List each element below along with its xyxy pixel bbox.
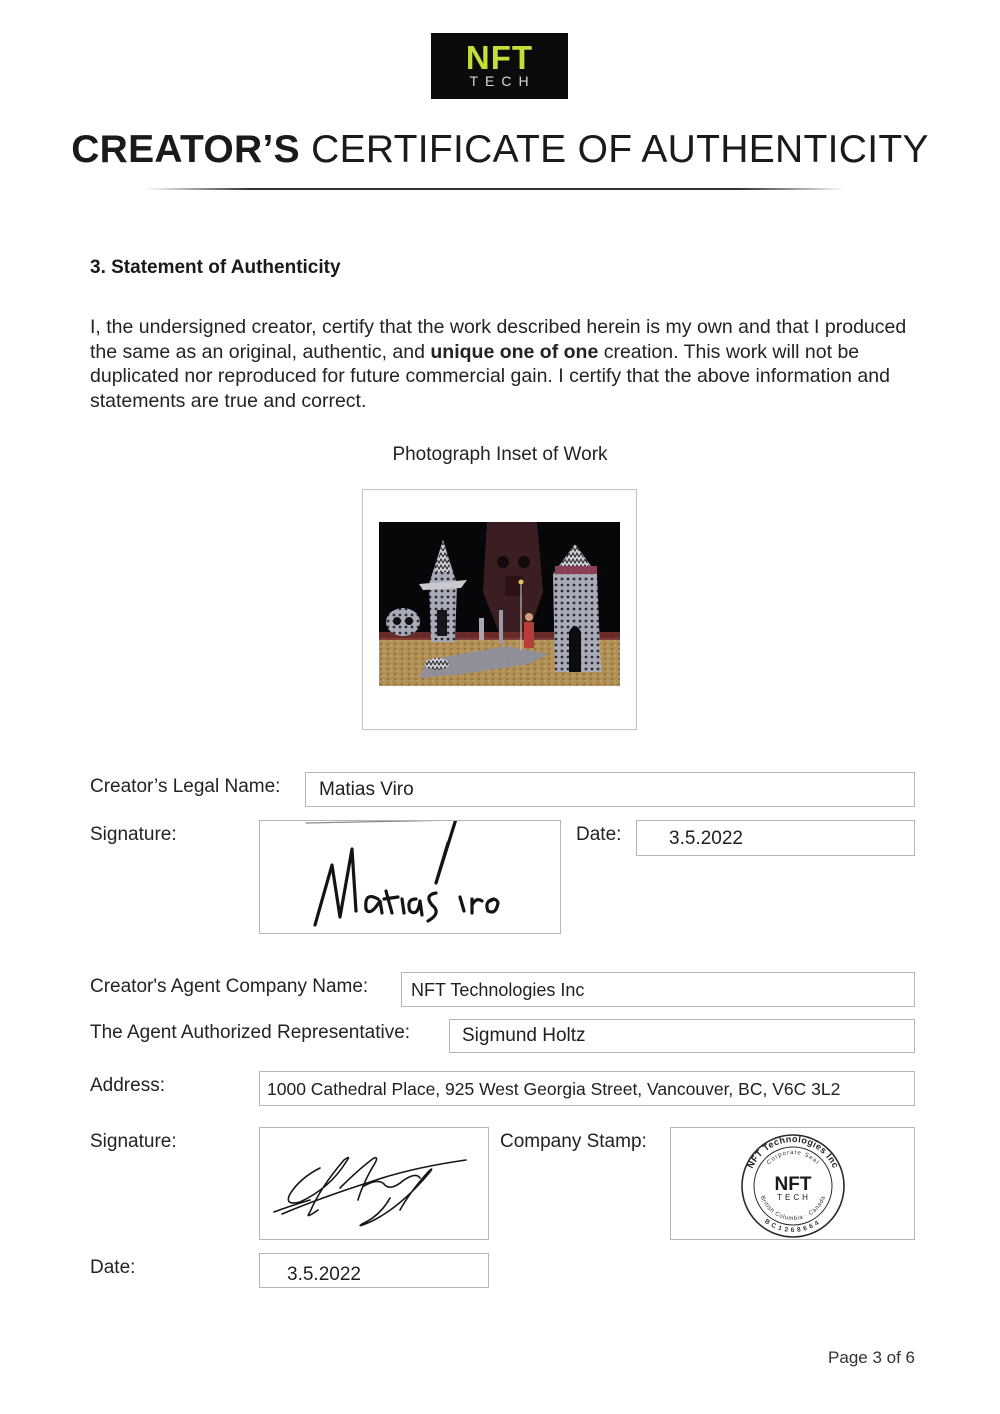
agent-rep-label: The Agent Authorized Representative: bbox=[90, 1022, 411, 1043]
title-divider bbox=[145, 188, 845, 190]
stamp-center-tech: TECH bbox=[777, 1193, 811, 1202]
page-title-rest: CERTIFICATE OF AUTHENTICITY bbox=[311, 128, 929, 171]
page-number: Page 3 of 6 bbox=[828, 1348, 915, 1367]
creator-legal-name-value: Matias Viro bbox=[319, 779, 414, 800]
page-title bbox=[0, 128, 1000, 172]
address-value: 1000 Cathedral Place, 925 West Georgia Street, Vancouver, BC, V6C 3L2 bbox=[267, 1079, 841, 1099]
agent-date-field[interactable] bbox=[259, 1253, 489, 1288]
agent-company-value: NFT Technologies Inc bbox=[411, 980, 585, 1000]
stamp-number: BC1268664 bbox=[763, 1217, 823, 1235]
agent-rep-value: Sigmund Holtz bbox=[462, 1025, 586, 1046]
creator-signature-image bbox=[260, 821, 560, 933]
creator-signature-box[interactable] bbox=[259, 820, 561, 934]
creator-date-field[interactable] bbox=[636, 820, 915, 856]
artwork-image bbox=[379, 522, 620, 686]
inset-caption: Photograph Inset of Work bbox=[392, 444, 608, 465]
statement-emphasis: unique one of one bbox=[430, 340, 599, 363]
agent-company-field[interactable] bbox=[401, 972, 915, 1007]
creator-legal-name-label: Creator’s Legal Name: bbox=[90, 776, 281, 797]
logo-tech-text: TECH bbox=[469, 73, 536, 89]
statement-paragraph bbox=[90, 315, 920, 413]
agent-date-label: Date: bbox=[90, 1257, 136, 1278]
address-field[interactable] bbox=[259, 1071, 915, 1106]
stamp-seal-text: Corporate Seal bbox=[766, 1149, 821, 1167]
creator-legal-name-field[interactable] bbox=[305, 772, 915, 807]
statement-part-1: I, the undersigned creator, certify that the work described herein is my own and that I produced the same as an original, authentic, and bbox=[90, 316, 907, 363]
company-stamp-label: Company Stamp: bbox=[500, 1131, 647, 1152]
agent-signature-label: Signature: bbox=[90, 1131, 177, 1152]
logo-nft-text: NFT bbox=[465, 39, 534, 76]
agent-rep-field[interactable] bbox=[449, 1019, 915, 1053]
address-label: Address: bbox=[90, 1075, 165, 1096]
stamp-bottom-text: British Columbia · Canada bbox=[758, 1195, 828, 1223]
creator-signature-label: Signature: bbox=[90, 824, 177, 845]
agent-date-value: 3.5.2022 bbox=[287, 1264, 361, 1285]
stamp-top-text: NFT Technologies Inc bbox=[745, 1133, 841, 1170]
creator-date-value: 3.5.2022 bbox=[669, 828, 743, 849]
creator-date-label: Date: bbox=[576, 824, 622, 845]
agent-company-label: Creator's Agent Company Name: bbox=[90, 976, 369, 997]
company-stamp-box bbox=[670, 1127, 915, 1240]
company-stamp-seal bbox=[737, 1132, 849, 1240]
section-heading: 3. Statement of Authenticity bbox=[90, 257, 341, 278]
page-title-bold: CREATOR’S bbox=[71, 128, 300, 171]
statement-part-2: creation. This work will not be duplicated nor reproduced for future commercial gain. I certify that the above information and statements are true and correct. bbox=[90, 340, 890, 412]
agent-signature-box[interactable] bbox=[259, 1127, 489, 1240]
agent-signature-image bbox=[260, 1128, 488, 1239]
nft-tech-logo bbox=[431, 33, 568, 99]
stamp-center-nft: NFT bbox=[774, 1174, 812, 1195]
